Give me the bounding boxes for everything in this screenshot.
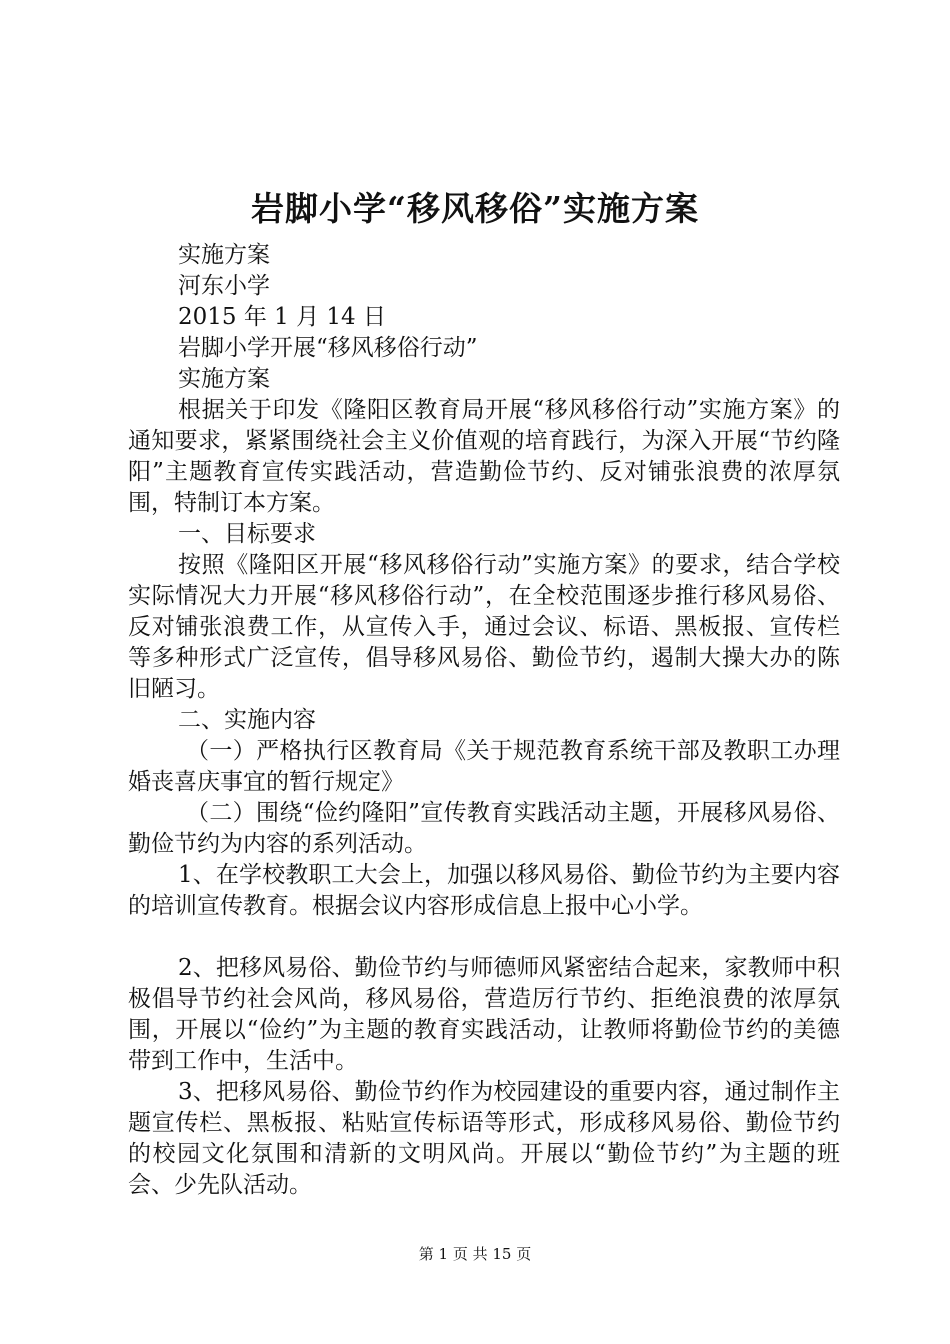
page-footer: 第 1 页 共 15 页	[418, 1245, 532, 1263]
header-line-plan-2: 实施方案	[178, 366, 270, 392]
document-body	[128, 240, 840, 1201]
goals-paragraph: 按照《隆阳区开展“移风移俗行动”实施方案》的要求，结合学校实际情况大力开展“移风移俗行动”，在全校范围逐步推行移风易俗、反对铺张浪费工作，从宣传入手，通过会议、标语、黑板报、宣传栏等多种形式广泛宣传，倡导移风易俗、勤俭节约，遏制大操大办的陈旧陋习。	[128, 552, 840, 702]
header-line-plan: 实施方案	[178, 242, 270, 268]
paragraph-spacer	[128, 922, 840, 953]
point-three-paragraph: 3、把移风易俗、勤俭节约作为校园建设的重要内容，通过制作主题宣传栏、黑板报、粘贴宣传标语等形式，形成移风易俗、勤俭节约的校园文化氛围和清新的文明风尚。开展以“勤俭节约”为主题的班会、少先队活动。	[128, 1079, 840, 1198]
point-two-paragraph: 2、把移风易俗、勤俭节约与师德师风紧密结合起来，家教师中积极倡导节约社会风尚，移风易俗，营造厉行节约、拒绝浪费的浓厚氛围，开展以“俭约”为主题的教育实践活动，让教师将勤俭节约的美德带到工作中，生活中。	[128, 955, 840, 1074]
point-one-paragraph: 1、在学校教职工大会上，加强以移风易俗、勤俭节约为主要内容的培训宣传教育。根据会议内容形成信息上报中心小学。	[128, 862, 840, 919]
header-line-date: 2015 年 1 月 14 日	[178, 304, 386, 330]
content-item-one: （一）严格执行区教育局《关于规范教育系统干部及教职工办理婚丧喜庆事宜的暂行规定》	[128, 738, 840, 795]
header-line-subtitle: 岩脚小学开展“移风移俗行动”	[178, 335, 478, 361]
header-line-school: 河东小学	[178, 273, 270, 299]
content-item-two: （二）围绕“俭约隆阳”宣传教育实践活动主题，开展移风易俗、勤俭节约为内容的系列活动。	[128, 800, 840, 857]
intro-paragraph: 根据关于印发《隆阳区教育局开展“移风移俗行动”实施方案》的通知要求，紧紧围绕社会主义价值观的培育践行，为深入开展“节约隆阳”主题教育宣传实践活动，营造勤俭节约、反对铺张浪费的浓厚氛围，特制订本方案。	[128, 397, 840, 516]
section-heading-goals: 一、目标要求	[178, 521, 316, 547]
section-heading-content: 二、实施内容	[178, 707, 316, 733]
document-title: 岩脚小学“移风移俗”实施方案	[251, 189, 699, 228]
